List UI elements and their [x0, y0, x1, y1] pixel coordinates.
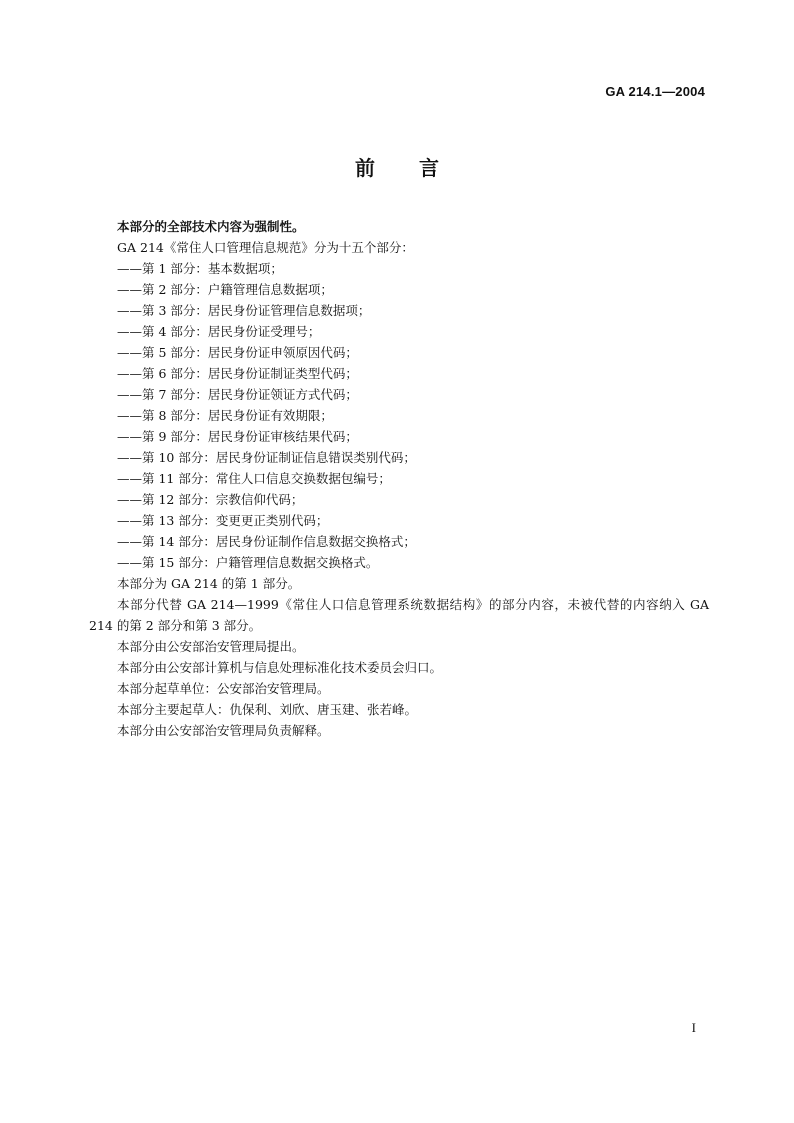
part-list-item: ——第 12 部分：宗教信仰代码；: [117, 492, 304, 507]
page-title: [0, 152, 794, 181]
foreword-body: [89, 216, 709, 741]
part-list-item: ——第 8 部分：居民身份证有效期限；: [117, 408, 333, 423]
part-list-item: ——第 5 部分：居民身份证申领原因代码；: [117, 345, 358, 360]
part-list-item: ——第 10 部分：居民身份证制证信息错误类别代码；: [117, 450, 416, 465]
part-list-item: ——第 15 部分：户籍管理信息数据交换格式。: [117, 555, 379, 570]
proposed-by-statement: 本部分由公安部治安管理局提出。: [117, 639, 305, 654]
part-list-item: ——第 4 部分：居民身份证受理号；: [117, 324, 321, 339]
part-list-item: ——第 13 部分：变更更正类别代码；: [117, 513, 329, 528]
title-char-1: 前: [355, 156, 375, 180]
part-list-item: ——第 14 部分：居民身份证制作信息数据交换格式；: [117, 534, 416, 549]
part-list-item: ——第 7 部分：居民身份证领证方式代码；: [117, 387, 358, 402]
drafting-unit-statement: 本部分起草单位：公安部治安管理局。: [117, 681, 330, 696]
intro-paragraph: GA 214《常住人口管理信息规范》分为十五个部分：: [117, 240, 414, 255]
drafters-statement: 本部分主要起草人：仇保利、刘欣、唐玉建、张若峰。: [117, 702, 418, 717]
title-char-2: 言: [419, 156, 439, 180]
part-list-item: ——第 3 部分：居民身份证管理信息数据项；: [117, 303, 371, 318]
document-code: GA 214.1—2004: [605, 84, 705, 99]
part-list-item: ——第 2 部分：户籍管理信息数据项；: [117, 282, 333, 297]
part-list-item: ——第 1 部分：基本数据项；: [117, 261, 283, 276]
part-list-item: ——第 11 部分：常住人口信息交换数据包编号；: [117, 471, 391, 486]
part-list-item: ——第 9 部分：居民身份证审核结果代码；: [117, 429, 358, 444]
centralized-by-statement: 本部分由公安部计算机与信息处理标准化技术委员会归口。: [117, 660, 443, 675]
replaces-statement: 本部分代替 GA 214—1999《常住人口信息管理系统数据结构》的部分内容，未被代替的内容纳入 GA 214 的第 2 部分和第 3 部分。: [89, 597, 709, 633]
mandatory-statement: 本部分的全部技术内容为强制性。: [117, 219, 305, 234]
interpretation-statement: 本部分由公安部治安管理局负责解释。: [117, 723, 330, 738]
this-part-statement: 本部分为 GA 214 的第 1 部分。: [117, 576, 301, 591]
page-number: I: [691, 1020, 696, 1035]
part-list-item: ——第 6 部分：居民身份证制证类型代码；: [117, 366, 358, 381]
